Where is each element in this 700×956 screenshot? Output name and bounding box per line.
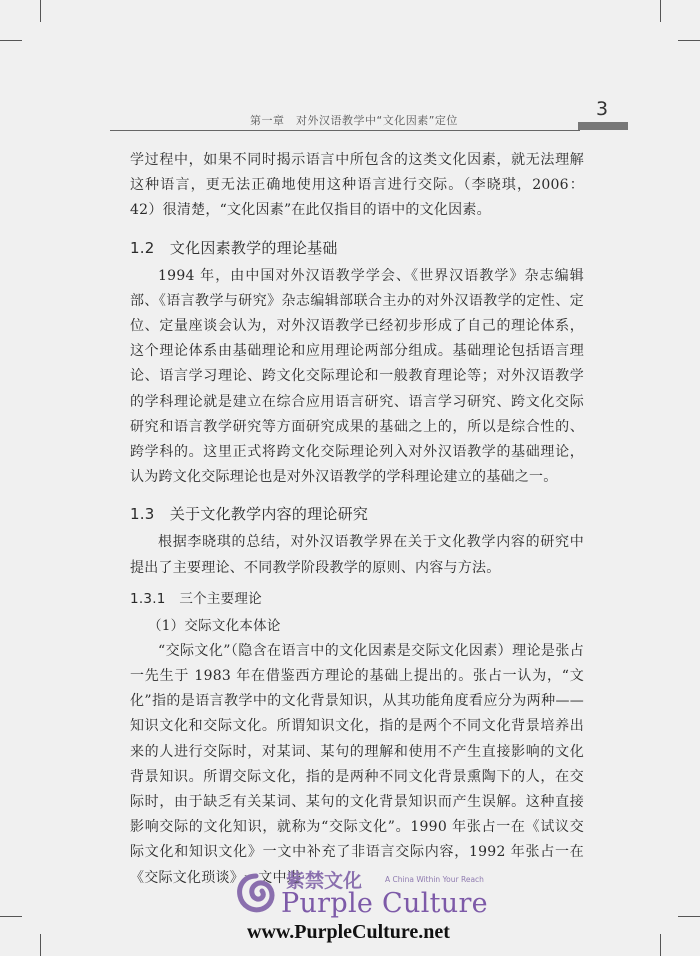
paragraph-item-1: “交际文化”（隐含在语言中的文化因素是交际文化因素）理论是张占一先生于 1983 年在借鉴西方理论的基础上提出的。张占一认为，“文化”指的是语言教学中的文化背景知识，从其功能角度看应分为两种——知识文化和交际文化。所谓知识文化，指的是两个不同文化背景培养出来的人进行交际时，对某词、某句的理解和使用不产生直接影响的文化背景知识。所谓交际文化，指的是两种不同文化背景熏陶下的人，在交际时，由于缺乏有关某词、某句的文化背景知识而产生误解。这种直接影响交际的文化知识，就称为“交际文化”。1990 年张占一在《试议交际文化和知识文化》一文中补充了非语言交际内容，1992 年张占一在《交际文化琐谈》一文中进 bbox=[130, 642, 584, 886]
crop-mark bbox=[0, 916, 22, 917]
crop-mark bbox=[0, 40, 22, 41]
watermark-url: www.PurpleCulture.net bbox=[247, 921, 450, 943]
paragraph-continued: 学过程中，如果不同时揭示语言中所包含的这类文化因素，就无法理解这种语言，更无法正确地使用这种语言进行交际。（李晓琪，2006：42）很清楚，“文化因素”在此仅指目的语中的文化因素。 bbox=[130, 152, 584, 219]
page-number-bar bbox=[578, 122, 628, 130]
watermark-tagline: A China Within Your Reach bbox=[385, 875, 484, 884]
crop-mark bbox=[678, 40, 700, 41]
paragraph-section-1-2: 1994 年，由中国对外汉语教学学会、《世界汉语教学》杂志编辑部、《语言教学与研究》杂志编辑部联合主办的对外汉语教学的定性、定位、定量座谈会认为，对外汉语教学已经初步形成了自己的理论体系，这个理论体系由基础理论和应用理论两部分组成。基础理论包括语言理论、语言学习理论、跨文化交际理论和一般教育理论等；对外汉语教学的学科理论就是建立在综合应用语言研究、语言学习研究、跨文化交际研究和语言教学研究等方面研究成果的基础之上的，所以是综合性的、跨学科的。这里正式将跨文化交际理论列入对外汉语教学的基础理论，认为跨文化交际理论也是对外汉语教学的学科理论建立的基础之一。 bbox=[130, 267, 584, 486]
watermark-english-name: Purple Culture bbox=[281, 888, 488, 919]
crop-mark bbox=[678, 916, 700, 917]
running-header-title: 第一章 对外汉语教学中“文化因素”定位 bbox=[250, 114, 458, 127]
crop-mark bbox=[40, 934, 41, 956]
paragraph-section-1-3: 根据李晓琪的总结，对外汉语教学界在关于文化教学内容的研究中提出了主要理论、不同教学阶段教学的原则、内容与方法。 bbox=[130, 534, 584, 576]
crop-mark bbox=[660, 0, 661, 22]
watermark-chinese-name: 紫禁文化 bbox=[286, 870, 363, 892]
swirl-logo-icon bbox=[236, 872, 276, 914]
item-heading-1: （1）交际文化本体论 bbox=[148, 617, 281, 634]
subsection-heading-1-3-1: 1.3.1 三个主要理论 bbox=[130, 590, 262, 607]
header-rule bbox=[110, 130, 580, 131]
section-heading-1-2: 1.2 文化因素教学的理论基础 bbox=[130, 238, 338, 257]
crop-mark bbox=[40, 0, 41, 22]
page-body bbox=[130, 148, 584, 891]
page-number: 3 bbox=[596, 98, 609, 120]
section-heading-1-3: 1.3 关于文化教学内容的理论研究 bbox=[130, 505, 369, 524]
crop-mark bbox=[660, 934, 661, 956]
